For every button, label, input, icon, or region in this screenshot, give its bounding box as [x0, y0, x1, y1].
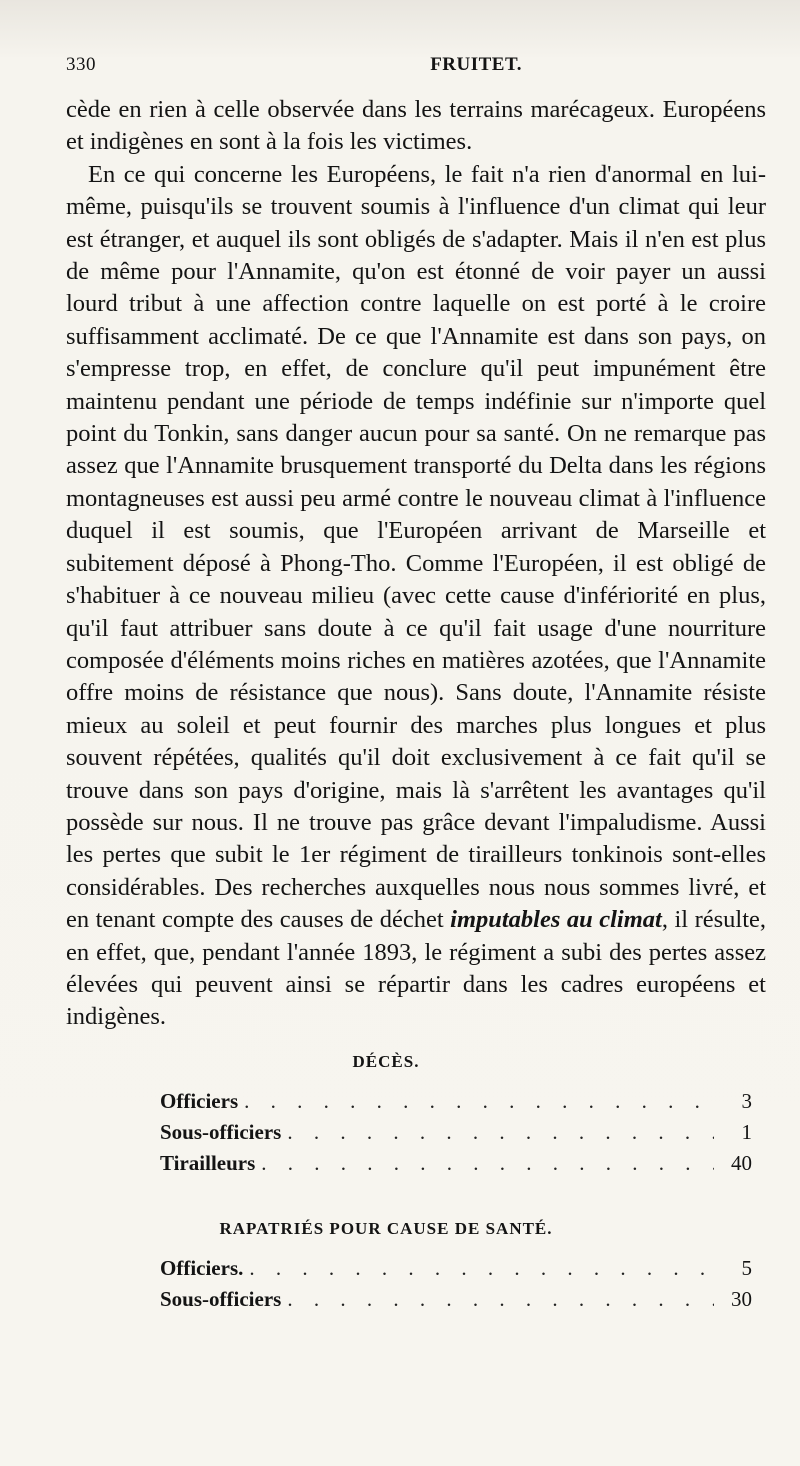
deces-title: DÉCÈS.: [352, 1051, 420, 1071]
dot-leader: [287, 1284, 714, 1315]
row-value: 40: [731, 1150, 752, 1175]
table-row: [160, 1148, 752, 1179]
rapatries-table: [160, 1253, 752, 1315]
dot-leader: [244, 1086, 714, 1117]
emphasis-phrase: imputables au climat: [450, 906, 662, 934]
page-number: 330: [66, 54, 96, 75]
paragraph-main: [66, 159, 766, 1034]
body-text: [66, 94, 766, 1034]
table-row: [160, 1284, 752, 1315]
dot-leader: [261, 1148, 714, 1179]
section-gap: [66, 1179, 768, 1201]
row-value: 5: [741, 1255, 752, 1280]
table-row: [160, 1086, 752, 1117]
paragraph-main-text: En ce qui concerne les Européens, le fait n'a rien d'anormal en lui-même, puisqu'ils se trouvent soumis à l'influence d'un climat qui leur est étranger, et auquel ils sont obligés de s'adapter. Mais il n'en est plus de même pour l'Annamite, qu'on est étonné de voir payer un aussi lourd tribut à une affection contre laquelle on est porté à le croire suffisamment acclimaté. De ce que l'Annamite est dans son pays, on s'empresse trop, en effet, de conclure qu'il peut impunément être maintenu pendant une période de temps indéfinie sur n'importe quel point du Tonkin, sans danger aucun pour sa santé. On ne remarque pas assez que l'Annamite brusquement transporté du Delta dans les régions montagneuses est aussi peu armé contre le nouveau climat à l'influence duquel il est soumis, que l'Européen arrivant de Marseille et subitement déposé à Phong-Tho. Comme l'Européen, il est obligé de s'habituer à ce nouveau milieu (avec cette cause d'infériorité en plus, qu'il faut attribuer sans doute à ce qu'il fait usage d'une nourriture composée d'éléments moins riches en matières azotées, que l'Annamite offre moins de résistance que nous). Sans doute, l'Annamite résiste mieux au soleil et peut fournir des marches plus longues et plus souvent répétées, qualités qu'il doit exclusivement à ce fait qu'il se trouve dans son pays d'origine, mais là s'arrêtent les avantages qu'il possède sur nous. Il ne trouve pas grâce devant l'impaludisme. Aussi les pertes que subit le 1er régiment de tirailleurs tonkinois sont-elles considérables. Des recherches auxquelles nous nous sommes livré, et en tenant compte des causes de déchet: [66, 160, 766, 934]
table-row: [160, 1117, 752, 1148]
dot-leader: [287, 1117, 714, 1148]
paragraph-continuation: cède en rien à celle observée dans les terrains marécageux. Européens et indigènes en sont à la fois les victimes.: [66, 96, 766, 156]
rapatries-title: RAPATRIÉS POUR CAUSE DE SANTÉ.: [219, 1218, 553, 1238]
running-title: FRUITET.: [430, 54, 522, 75]
row-label: Sous-officiers: [160, 1286, 282, 1311]
row-label: Tirailleurs: [160, 1150, 256, 1175]
row-label: Sous-officiers: [160, 1119, 282, 1144]
deces-table: [160, 1086, 752, 1179]
row-value: 1: [741, 1119, 752, 1144]
page-header: [66, 54, 734, 94]
row-value: 3: [741, 1088, 752, 1113]
dot-leader: [249, 1253, 714, 1284]
table-row: [160, 1253, 752, 1284]
row-label: Officiers.: [160, 1255, 244, 1280]
paragraph-main-tail: , il résulte, en effet, que, pendant l'année 1893, le régiment a subi des pertes assez élevées qui peuvent ainsi se répartir dans les cadres européens et indigènes.: [66, 906, 766, 1031]
row-label: Officiers: [160, 1088, 239, 1113]
row-value: 30: [731, 1286, 752, 1311]
